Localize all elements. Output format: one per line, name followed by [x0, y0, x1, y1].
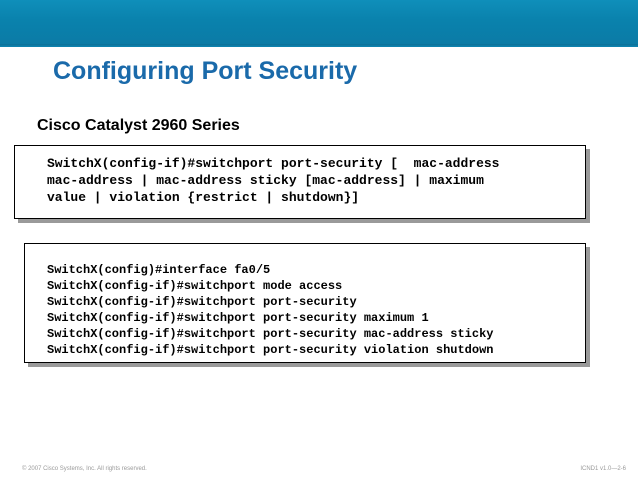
syntax-line: mac-address | mac-address sticky [mac-address] | maximum: [47, 173, 484, 188]
footer-copyright: © 2007 Cisco Systems, Inc. All rights reserved.: [22, 466, 147, 472]
syntax-code-box: [14, 145, 586, 219]
syntax-line: SwitchX(config-if)#switchport port-security [ mac-address: [47, 156, 500, 171]
example-line: SwitchX(config-if)#switchport mode access: [47, 279, 343, 293]
example-line: SwitchX(config-if)#switchport port-security maximum 1: [47, 311, 429, 325]
example-line: SwitchX(config)#interface fa0/5: [47, 263, 271, 277]
slide-title: Configuring Port Security: [53, 57, 358, 85]
header-band: [0, 0, 638, 44]
example-line: SwitchX(config-if)#switchport port-security: [47, 295, 357, 309]
footer-course-code: ICND1 v1.0—2-6: [580, 466, 626, 472]
slide-subtitle: Cisco Catalyst 2960 Series: [37, 117, 240, 134]
header-band-edge: [0, 44, 638, 47]
syntax-line: value | violation {restrict | shutdown}]: [47, 190, 360, 205]
example-line: SwitchX(config-if)#switchport port-security violation shutdown: [47, 343, 494, 357]
example-code-box: [24, 243, 586, 363]
example-line: SwitchX(config-if)#switchport port-security mac-address sticky: [47, 327, 494, 341]
